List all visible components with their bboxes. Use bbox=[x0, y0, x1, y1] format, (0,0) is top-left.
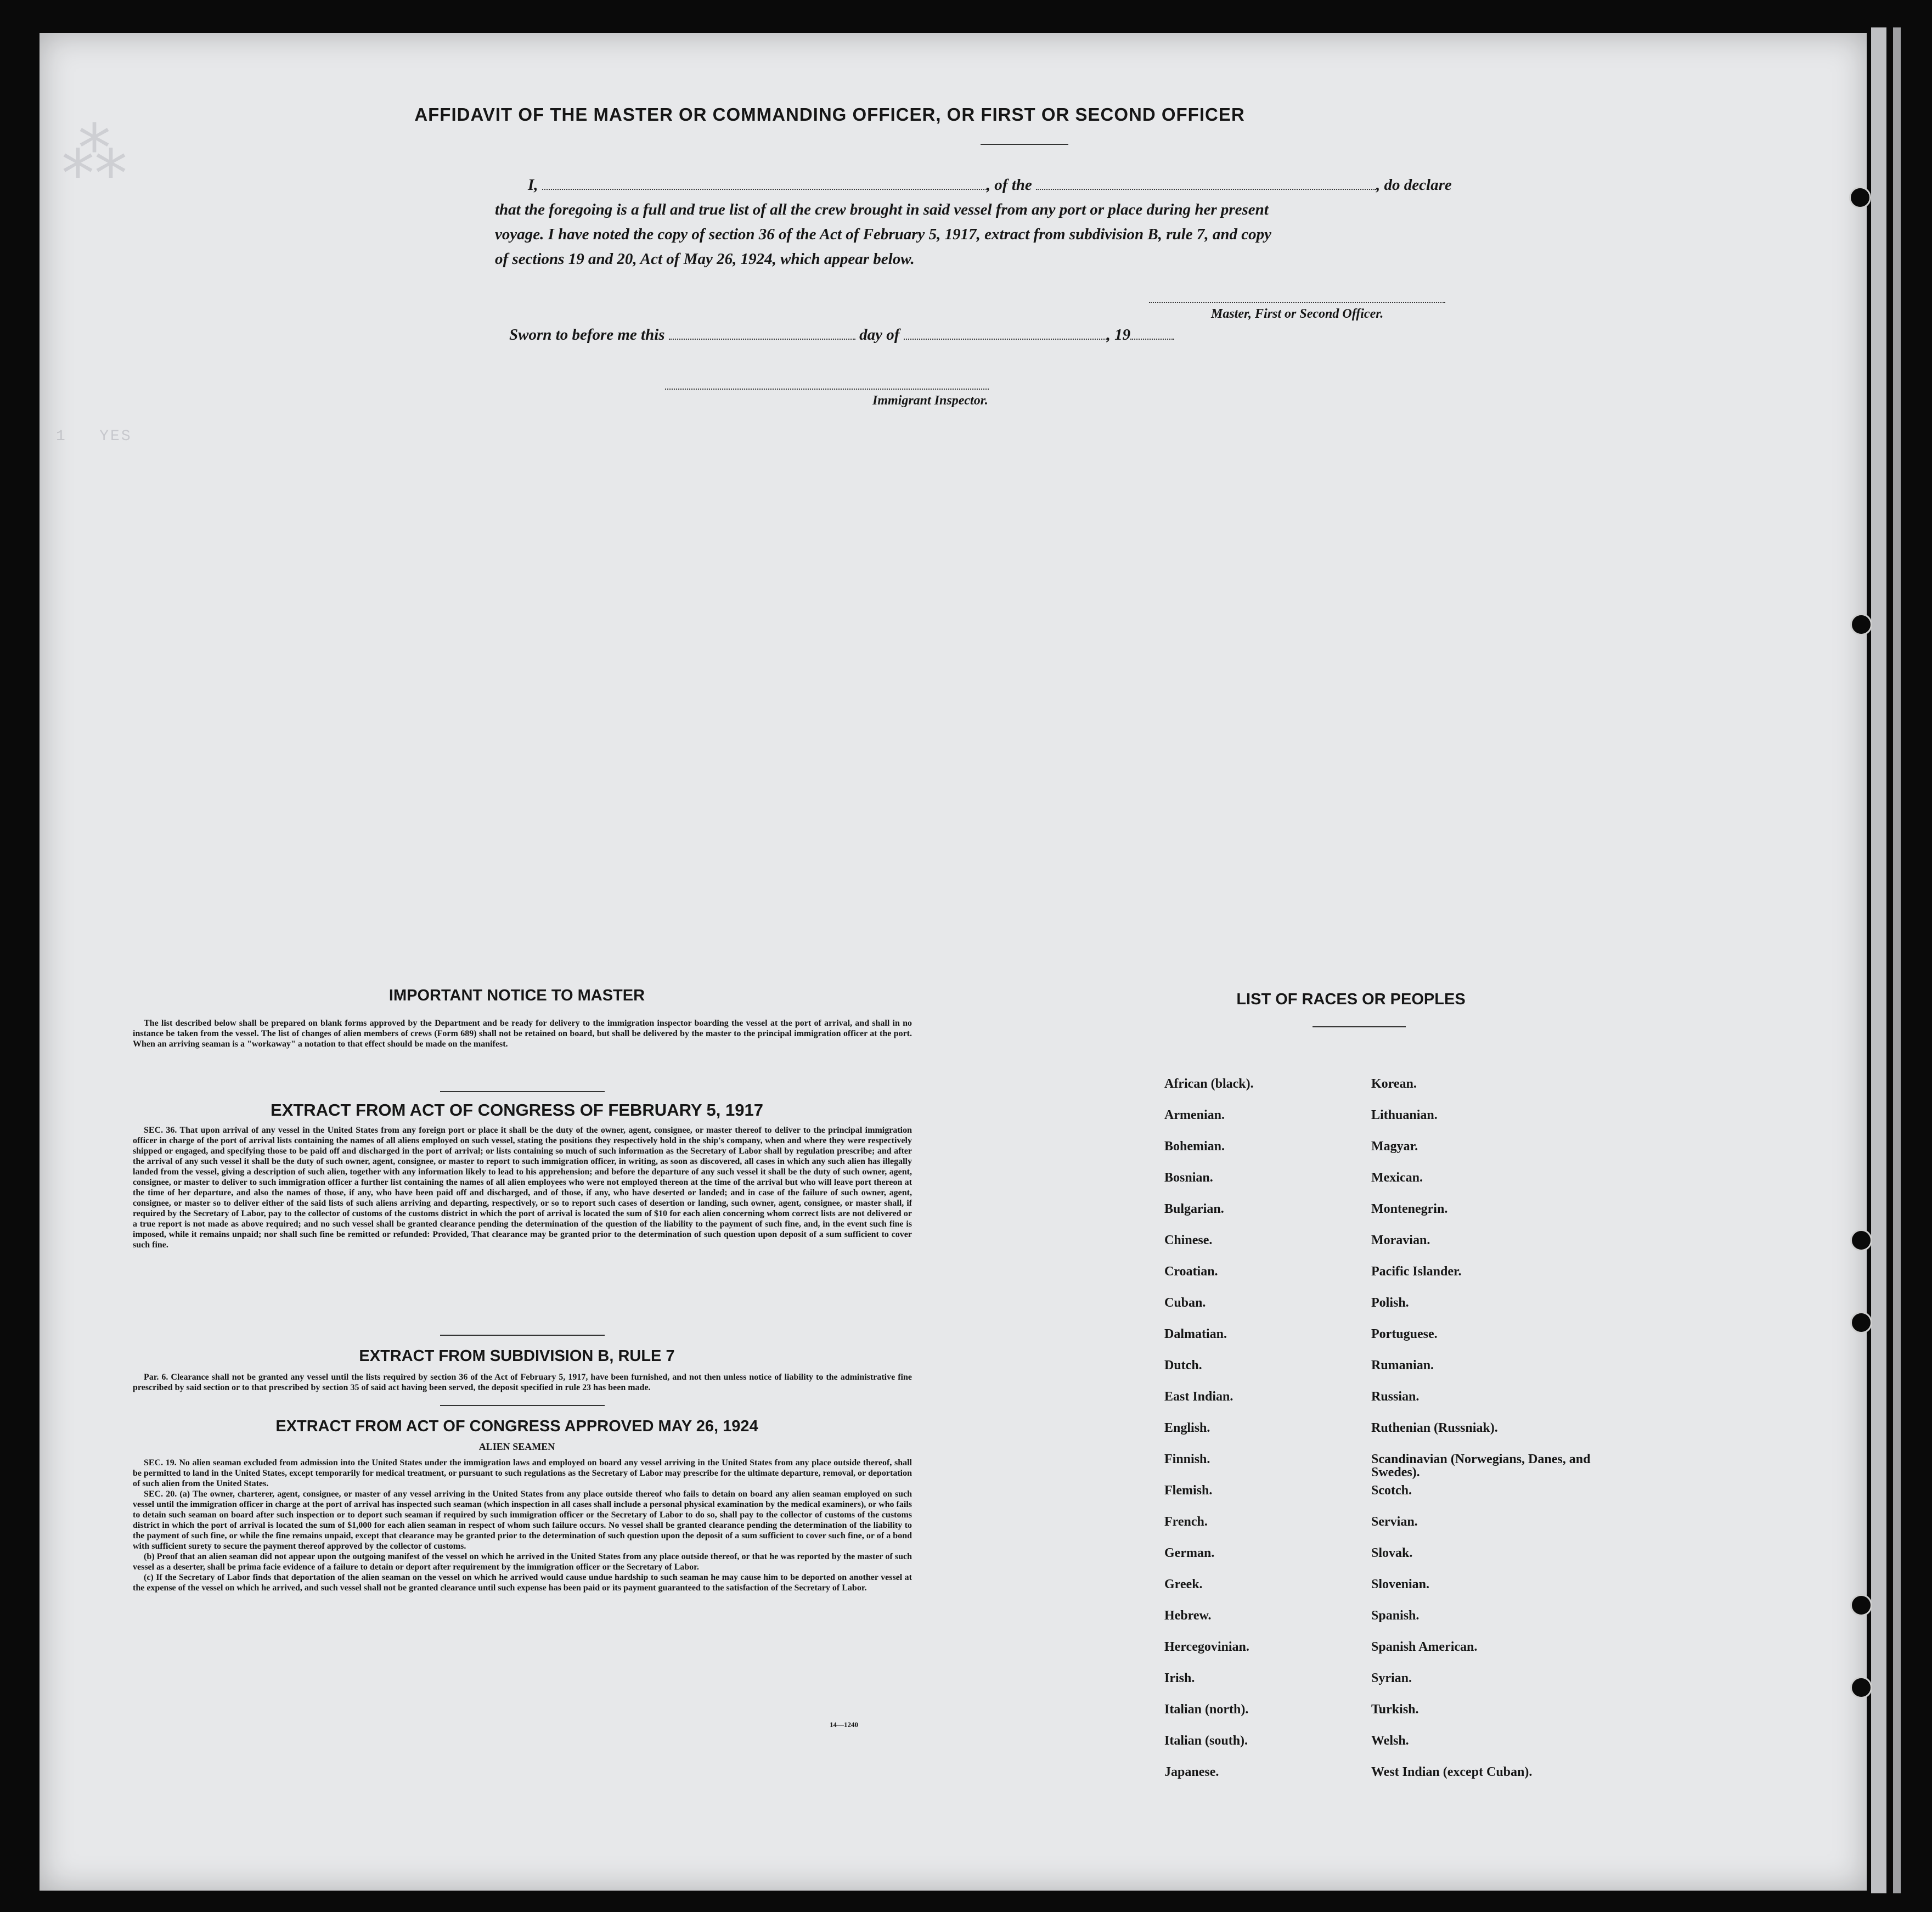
race-item: Cuban. bbox=[1164, 1296, 1206, 1310]
extract-1924-title: EXTRACT FROM ACT OF CONGRESS APPROVED MAY 26, 1924 bbox=[275, 1418, 758, 1435]
bleed-through: ⁂ bbox=[61, 121, 129, 196]
race-item: Bulgarian. bbox=[1164, 1202, 1224, 1216]
race-item: Croatian. bbox=[1164, 1264, 1218, 1279]
rule7-text: Par. 6. Clearance shall not be granted any vessel until the lists required by section 36 of the Act of February 5, 1917, have been furnished, and not then unless notice of liability to the administrative fine prescribed by said section or to that prescribed by section 35 of said act having been served, the deposit specified in rule 23 has been made. bbox=[133, 1373, 912, 1392]
race-item: Slovak. bbox=[1371, 1546, 1413, 1560]
race-item: Irish. bbox=[1164, 1671, 1195, 1685]
sec-20b-text: (b) Proof that an alien seaman did not appear upon the outgoing manifest of the vessel on which he arrived in the United States from any place outside thereof, or that he was reported by the master of such vessel as a deserter, shall be prima facie evidence of a failure to detain or deport after requirement by the immigration officer or the Secretary of Labor. bbox=[133, 1552, 912, 1572]
declaration-line-4: of sections 19 and 20, Act of May 26, 1924, which appear below. bbox=[495, 250, 915, 268]
sec-20a-text: SEC. 20. (a) The owner, charterer, agent, consignee, or master of any vessel arriving in the United States from any place outside thereof who fails to detain on board any alien seaman employed on such vessel until the immigration officer in charge at the port of arrival has inspected such seaman (which inspection in all cases shall include a personal physical examination by the medical examiners), or who fails to detain such seaman on board after such inspection or to deport such seaman if required by such immigration officer or the Secretary of Labor to do so, shall pay to the collector of customs of the customs district in which the port of arrival is located the sum of $1,000 for each alien seaman in respect of whom such failure occurs. No vessel shall be granted clearance pending the determination of the liability to the payment of such fine, or while the fine remains unpaid, except that clearance may be granted prior to the determination of such question upon the deposit of a sum sufficient to cover such fine, or of a bond with sufficient surety to secure the payment thereof approved by the collector of customs. bbox=[133, 1489, 912, 1551]
race-item: Pacific Islander. bbox=[1371, 1264, 1462, 1279]
divider bbox=[440, 1091, 605, 1092]
binder-hole bbox=[1850, 1229, 1872, 1251]
race-item: French. bbox=[1164, 1515, 1208, 1529]
race-item: Bosnian. bbox=[1164, 1171, 1213, 1185]
notice-text: The list described below shall be prepared on blank forms approved by the Department and be ready for delivery to the immigration inspector boarding the vessel at the port of arrival, and shall in no instance be taken from the vessel. The list of changes of alien members of crews (Form 689) shall not be retained on board, but shall be delivered by the master to the principal immigration officer at the port. When an arriving seaman is a "workaway" a notation to that effect should be made on the manifest. bbox=[133, 1019, 912, 1049]
sworn-line bbox=[509, 323, 1174, 347]
race-item: Syrian. bbox=[1371, 1671, 1412, 1685]
race-item: Montenegrin. bbox=[1371, 1202, 1448, 1216]
race-item: Scotch. bbox=[1371, 1483, 1412, 1498]
race-item: East Indian. bbox=[1164, 1390, 1233, 1404]
race-item: Magyar. bbox=[1371, 1139, 1418, 1154]
affidavit-declaration bbox=[495, 173, 1527, 272]
binder-hole bbox=[1850, 1594, 1872, 1616]
notice-title: IMPORTANT NOTICE TO MASTER bbox=[388, 987, 645, 1004]
declaration-line-2: that the foregoing is a full and true list of all the crew brought in said vessel from any port or place during her present bbox=[495, 201, 1269, 218]
race-item: Bohemian. bbox=[1164, 1139, 1225, 1154]
divider bbox=[440, 1405, 605, 1406]
affidavit-title: AFFIDAVIT OF THE MASTER OR COMMANDING OFFICER, OR FIRST OR SECOND OFFICER bbox=[414, 104, 1245, 125]
race-item: Servian. bbox=[1371, 1515, 1418, 1529]
race-item: Spanish. bbox=[1371, 1609, 1420, 1623]
page-edge bbox=[1871, 27, 1886, 1893]
race-item: Finnish. bbox=[1164, 1452, 1210, 1466]
master-caption: Master, First or Second Officer. bbox=[1211, 307, 1384, 321]
extract-1924-body bbox=[133, 1458, 912, 1593]
race-item: Dutch. bbox=[1164, 1358, 1202, 1373]
race-item: Italian (south). bbox=[1164, 1734, 1248, 1748]
binder-hole bbox=[1849, 187, 1871, 209]
extract-1924-subtitle: ALIEN SEAMEN bbox=[478, 1441, 555, 1452]
year-prefix: , 19 bbox=[1106, 326, 1131, 344]
sworn-day-field[interactable] bbox=[669, 339, 855, 340]
declaration-of-the: , of the bbox=[986, 176, 1032, 194]
extract-1917-text: SEC. 36. That upon arrival of any vessel in the United States from any foreign port or place it shall be the duty of the owner, agent, consignee, or master thereof to deliver to the principal immigration officer in charge of the port of arrival lists containing the names of all aliens employed on such vessel, stating the positions they respectively hold in the ship's company, when and where they were respectively shipped or engaged, and specifying those to be paid off and discharged in the port of arrival; or lists containing so much of such information as the Secretary of Labor shall by regulation prescribe; and after the arrival of any such vessel it shall be the duty of such owner, agent, consignee, or master to report to such immigration officer, in writing, as soon as discovered, all cases in which any such alien has illegally landed from the vessel, giving a description of such alien, together with any information likely to lead to his apprehension; and before the departure of any such vessel it shall be the duty of such owner, agent, consignee, or master to deliver to such immigration officer a further list containing the names of all alien employees who were not employed thereon at the time of the arrival but who will leave port thereon at the time of her departure, and also the names of those, if any, who have been paid off and discharged, and of those, if any, who have deserted or landed; and in case of the failure of such owner, agent, consignee, or master so to deliver either of the said lists of such aliens arriving and departing, respectively, or so to report such cases of desertion or landing, such owner, agent, consignee, or master shall, if required by the Secretary of Labor, pay to the collector of customs of the customs district in which the port of arrival is located the sum of $10 for each alien concerning whom correct lists are not delivered or a true report is not made as above required; and no such vessel shall be granted clearance pending the determination of the question of the liability to the payment of such fine, and, in the event such fine is imposed, while it remains unpaid; nor shall such fine be remitted or refunded: Provided, That clearance may be granted prior to the determination of such question upon deposit of a sum sufficient to cover such fine. bbox=[133, 1126, 912, 1250]
races-title: LIST OF RACES OR PEOPLES bbox=[1236, 991, 1466, 1008]
sworn-year-field[interactable] bbox=[1130, 339, 1174, 340]
race-item: Russian. bbox=[1371, 1390, 1420, 1404]
declaration-do-declare: , do declare bbox=[1376, 176, 1452, 194]
race-item: Armenian. bbox=[1164, 1108, 1225, 1122]
day-of-label: day of bbox=[859, 326, 900, 344]
race-item: Hebrew. bbox=[1164, 1609, 1212, 1623]
race-item: Hercegovinian. bbox=[1164, 1640, 1249, 1654]
race-item: English. bbox=[1164, 1421, 1210, 1435]
bleed-through: 1 YES bbox=[56, 428, 1512, 445]
race-item: Flemish. bbox=[1164, 1483, 1213, 1498]
race-item: West Indian (except Cuban). bbox=[1371, 1765, 1533, 1779]
binder-hole bbox=[1850, 614, 1872, 636]
race-item: Italian (north). bbox=[1164, 1702, 1249, 1717]
rule7-title: EXTRACT FROM SUBDIVISION B, RULE 7 bbox=[359, 1347, 675, 1365]
race-item: Chinese. bbox=[1164, 1233, 1213, 1247]
document-sheet bbox=[40, 33, 1867, 1891]
form-number: 14—1240 bbox=[830, 1720, 858, 1729]
name-field[interactable] bbox=[542, 189, 987, 190]
binder-hole bbox=[1850, 1312, 1872, 1334]
inspector-caption: Immigrant Inspector. bbox=[872, 393, 988, 408]
sec-19-text: SEC. 19. No alien seaman excluded from admission into the United States under the immigration laws and employed on board any vessel arriving in the United States from any place outside thereof, shall be permitted to land in the United States, except temporarily for medical treatment, or pursuant to such regulations as the Secretary of Labor may prescribe for the ultimate departure, removal, or deportation of such alien from the United States. bbox=[133, 1458, 912, 1488]
races-column-1 bbox=[1164, 1077, 1254, 1797]
declaration-line-3: voyage. I have noted the copy of section 36 of the Act of February 5, 1917, extract from subdivision B, rule 7, and copy bbox=[495, 226, 1271, 243]
sec-20c-text: (c) If the Secretary of Labor finds that deportation of the alien seaman on the vessel on which he arrived would cause undue hardship to such seaman he may cause him to be deported on another vessel at the expense of the vessel on which he arrived, and such vessel shall not be granted clearance until such expense has been paid or its payment guaranteed to the satisfaction of the Secretary of Labor. bbox=[133, 1573, 912, 1593]
vessel-field[interactable] bbox=[1036, 189, 1376, 190]
race-item: Welsh. bbox=[1371, 1734, 1409, 1748]
sworn-month-field[interactable] bbox=[904, 339, 1107, 340]
races-rule bbox=[1313, 1026, 1406, 1027]
race-item: Spanish American. bbox=[1371, 1640, 1478, 1654]
race-item: Dalmatian. bbox=[1164, 1327, 1227, 1341]
race-item: Lithuanian. bbox=[1371, 1108, 1438, 1122]
race-item: Turkish. bbox=[1371, 1702, 1419, 1717]
race-item: Rumanian. bbox=[1371, 1358, 1434, 1373]
race-item: Scandinavian (Norwegians, Danes, and Swedes). bbox=[1371, 1452, 1591, 1480]
races-column-2 bbox=[1371, 1077, 1602, 1797]
race-item: Mexican. bbox=[1371, 1171, 1423, 1185]
race-item: Polish. bbox=[1371, 1296, 1409, 1310]
binder-hole bbox=[1850, 1677, 1872, 1699]
race-item: African (black). bbox=[1164, 1077, 1254, 1091]
divider bbox=[440, 1335, 605, 1336]
race-item: Slovenian. bbox=[1371, 1577, 1430, 1592]
race-item: German. bbox=[1164, 1546, 1215, 1560]
race-item: Korean. bbox=[1371, 1077, 1417, 1091]
race-item: Greek. bbox=[1164, 1577, 1203, 1592]
title-rule bbox=[981, 144, 1068, 145]
page-edge bbox=[1893, 27, 1901, 1893]
race-item: Portuguese. bbox=[1371, 1327, 1438, 1341]
extract-1917-title: EXTRACT FROM ACT OF CONGRESS OF FEBRUARY 5, 1917 bbox=[271, 1100, 763, 1120]
race-item: Moravian. bbox=[1371, 1233, 1430, 1247]
declaration-i: I, bbox=[528, 176, 538, 194]
race-item: Japanese. bbox=[1164, 1765, 1219, 1779]
race-item: Ruthenian (Russniak). bbox=[1371, 1421, 1498, 1435]
sworn-label: Sworn to before me this bbox=[509, 326, 665, 344]
